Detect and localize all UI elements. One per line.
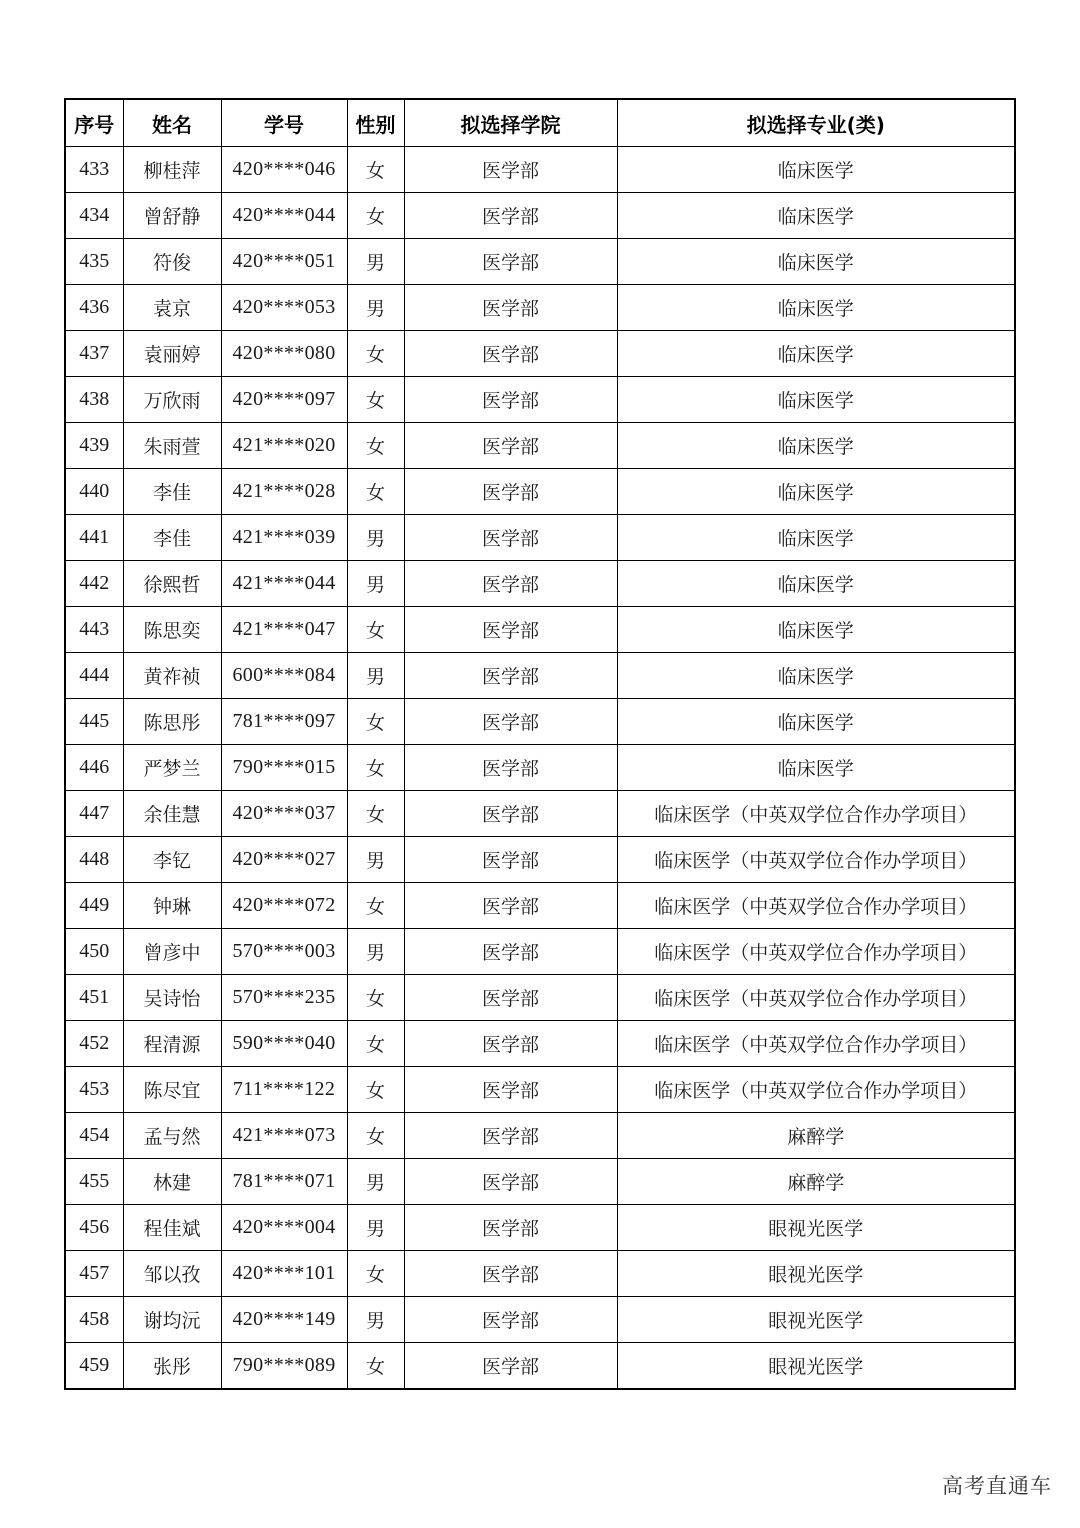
header-index: 序号 — [65, 99, 123, 147]
cell-name: 钟琳 — [123, 883, 221, 929]
cell-index: 454 — [65, 1113, 123, 1159]
cell-index: 458 — [65, 1297, 123, 1343]
table-row — [65, 883, 1015, 929]
cell-name: 余佳慧 — [123, 791, 221, 837]
cell-gender: 男 — [347, 837, 404, 883]
table-row — [65, 331, 1015, 377]
roster-table — [64, 98, 1016, 1390]
table-row — [65, 607, 1015, 653]
cell-index: 435 — [65, 239, 123, 285]
cell-student-id: 421****073 — [221, 1113, 347, 1159]
cell-student-id: 590****040 — [221, 1021, 347, 1067]
cell-gender: 男 — [347, 653, 404, 699]
table-row — [65, 699, 1015, 745]
cell-name: 李钇 — [123, 837, 221, 883]
cell-college: 医学部 — [404, 1205, 617, 1251]
cell-major: 临床医学（中英双学位合作办学项目） — [617, 791, 1015, 837]
cell-gender: 女 — [347, 699, 404, 745]
cell-name: 朱雨萱 — [123, 423, 221, 469]
cell-major: 临床医学 — [617, 699, 1015, 745]
table-row — [65, 1343, 1015, 1390]
cell-index: 456 — [65, 1205, 123, 1251]
cell-major: 临床医学 — [617, 745, 1015, 791]
cell-major: 麻醉学 — [617, 1113, 1015, 1159]
cell-index: 442 — [65, 561, 123, 607]
cell-gender: 女 — [347, 331, 404, 377]
cell-college: 医学部 — [404, 193, 617, 239]
cell-name: 曾舒静 — [123, 193, 221, 239]
cell-gender: 男 — [347, 1205, 404, 1251]
cell-student-id: 781****097 — [221, 699, 347, 745]
cell-gender: 男 — [347, 561, 404, 607]
cell-index: 459 — [65, 1343, 123, 1390]
cell-college: 医学部 — [404, 1159, 617, 1205]
cell-name: 陈思奕 — [123, 607, 221, 653]
cell-college: 医学部 — [404, 239, 617, 285]
cell-college: 医学部 — [404, 699, 617, 745]
table-row — [65, 1251, 1015, 1297]
cell-name: 邹以孜 — [123, 1251, 221, 1297]
cell-name: 袁京 — [123, 285, 221, 331]
cell-gender: 女 — [347, 1251, 404, 1297]
cell-gender: 男 — [347, 285, 404, 331]
cell-student-id: 420****044 — [221, 193, 347, 239]
cell-college: 医学部 — [404, 1021, 617, 1067]
cell-gender: 女 — [347, 377, 404, 423]
cell-index: 436 — [65, 285, 123, 331]
cell-student-id: 421****028 — [221, 469, 347, 515]
cell-gender: 女 — [347, 423, 404, 469]
cell-gender: 男 — [347, 515, 404, 561]
cell-gender: 女 — [347, 883, 404, 929]
cell-major: 临床医学 — [617, 331, 1015, 377]
table-row — [65, 1021, 1015, 1067]
cell-name: 徐熙哲 — [123, 561, 221, 607]
table-row — [65, 1113, 1015, 1159]
cell-major: 临床医学 — [617, 193, 1015, 239]
cell-student-id: 420****053 — [221, 285, 347, 331]
table-row — [65, 285, 1015, 331]
table-row — [65, 1159, 1015, 1205]
cell-major: 临床医学 — [617, 423, 1015, 469]
cell-index: 445 — [65, 699, 123, 745]
cell-gender: 女 — [347, 469, 404, 515]
cell-gender: 女 — [347, 147, 404, 193]
cell-student-id: 420****149 — [221, 1297, 347, 1343]
cell-gender: 女 — [347, 1113, 404, 1159]
cell-gender: 男 — [347, 239, 404, 285]
table-row — [65, 1067, 1015, 1113]
cell-index: 447 — [65, 791, 123, 837]
table-row — [65, 1205, 1015, 1251]
table-row — [65, 469, 1015, 515]
cell-college: 医学部 — [404, 423, 617, 469]
table-row — [65, 929, 1015, 975]
table-row — [65, 837, 1015, 883]
cell-index: 440 — [65, 469, 123, 515]
header-major: 拟选择专业(类) — [617, 99, 1015, 147]
cell-college: 医学部 — [404, 1297, 617, 1343]
cell-major: 临床医学 — [617, 377, 1015, 423]
cell-gender: 女 — [347, 745, 404, 791]
table-row — [65, 561, 1015, 607]
cell-college: 医学部 — [404, 837, 617, 883]
cell-major: 临床医学（中英双学位合作办学项目） — [617, 837, 1015, 883]
table-row — [65, 377, 1015, 423]
cell-college: 医学部 — [404, 791, 617, 837]
table-row — [65, 239, 1015, 285]
cell-name: 张彤 — [123, 1343, 221, 1390]
cell-major: 临床医学 — [617, 239, 1015, 285]
cell-college: 医学部 — [404, 331, 617, 377]
cell-college: 医学部 — [404, 1343, 617, 1390]
cell-major: 临床医学 — [617, 515, 1015, 561]
cell-index: 457 — [65, 1251, 123, 1297]
cell-gender: 女 — [347, 1343, 404, 1390]
cell-college: 医学部 — [404, 653, 617, 699]
header-college: 拟选择学院 — [404, 99, 617, 147]
cell-name: 陈尽宜 — [123, 1067, 221, 1113]
cell-name: 万欣雨 — [123, 377, 221, 423]
cell-major: 临床医学 — [617, 607, 1015, 653]
table-header-row — [65, 99, 1015, 147]
cell-index: 446 — [65, 745, 123, 791]
cell-name: 曾彦中 — [123, 929, 221, 975]
cell-student-id: 421****020 — [221, 423, 347, 469]
cell-student-id: 420****046 — [221, 147, 347, 193]
cell-name: 黄祚祯 — [123, 653, 221, 699]
cell-student-id: 781****071 — [221, 1159, 347, 1205]
cell-college: 医学部 — [404, 607, 617, 653]
cell-index: 437 — [65, 331, 123, 377]
table-body — [65, 147, 1015, 1390]
cell-name: 陈思彤 — [123, 699, 221, 745]
cell-name: 林建 — [123, 1159, 221, 1205]
cell-major: 临床医学（中英双学位合作办学项目） — [617, 1067, 1015, 1113]
cell-student-id: 420****004 — [221, 1205, 347, 1251]
cell-major: 眼视光医学 — [617, 1297, 1015, 1343]
table-row — [65, 1297, 1015, 1343]
cell-major: 临床医学（中英双学位合作办学项目） — [617, 883, 1015, 929]
cell-gender: 男 — [347, 1297, 404, 1343]
cell-major: 临床医学 — [617, 653, 1015, 699]
cell-college: 医学部 — [404, 1067, 617, 1113]
cell-index: 444 — [65, 653, 123, 699]
header-student-id: 学号 — [221, 99, 347, 147]
cell-student-id: 570****235 — [221, 975, 347, 1021]
cell-college: 医学部 — [404, 929, 617, 975]
cell-major: 临床医学（中英双学位合作办学项目） — [617, 929, 1015, 975]
cell-major: 临床医学（中英双学位合作办学项目） — [617, 975, 1015, 1021]
cell-index: 439 — [65, 423, 123, 469]
table-row — [65, 745, 1015, 791]
cell-major: 临床医学 — [617, 147, 1015, 193]
cell-major: 眼视光医学 — [617, 1205, 1015, 1251]
cell-college: 医学部 — [404, 975, 617, 1021]
cell-name: 程佳斌 — [123, 1205, 221, 1251]
cell-index: 441 — [65, 515, 123, 561]
header-name: 姓名 — [123, 99, 221, 147]
cell-index: 452 — [65, 1021, 123, 1067]
cell-student-id: 421****044 — [221, 561, 347, 607]
cell-major: 临床医学 — [617, 285, 1015, 331]
cell-college: 医学部 — [404, 515, 617, 561]
cell-gender: 女 — [347, 975, 404, 1021]
cell-college: 医学部 — [404, 469, 617, 515]
header-gender: 性别 — [347, 99, 404, 147]
cell-gender: 女 — [347, 791, 404, 837]
cell-name: 符俊 — [123, 239, 221, 285]
cell-index: 438 — [65, 377, 123, 423]
cell-major: 临床医学（中英双学位合作办学项目） — [617, 1021, 1015, 1067]
cell-name: 孟与然 — [123, 1113, 221, 1159]
cell-major: 临床医学 — [617, 561, 1015, 607]
cell-gender: 男 — [347, 1159, 404, 1205]
cell-college: 医学部 — [404, 561, 617, 607]
cell-index: 448 — [65, 837, 123, 883]
cell-name: 李佳 — [123, 469, 221, 515]
cell-student-id: 420****072 — [221, 883, 347, 929]
cell-index: 455 — [65, 1159, 123, 1205]
cell-student-id: 790****089 — [221, 1343, 347, 1390]
cell-index: 453 — [65, 1067, 123, 1113]
cell-college: 医学部 — [404, 147, 617, 193]
cell-college: 医学部 — [404, 1113, 617, 1159]
cell-name: 吴诗怡 — [123, 975, 221, 1021]
table-row — [65, 423, 1015, 469]
cell-student-id: 421****047 — [221, 607, 347, 653]
cell-student-id: 790****015 — [221, 745, 347, 791]
watermark: 高考直通车 — [942, 1474, 1052, 1498]
cell-index: 451 — [65, 975, 123, 1021]
cell-name: 程清源 — [123, 1021, 221, 1067]
cell-name: 柳桂萍 — [123, 147, 221, 193]
table-row — [65, 975, 1015, 1021]
cell-student-id: 570****003 — [221, 929, 347, 975]
cell-student-id: 420****051 — [221, 239, 347, 285]
cell-major: 眼视光医学 — [617, 1343, 1015, 1390]
cell-index: 433 — [65, 147, 123, 193]
cell-gender: 女 — [347, 1067, 404, 1113]
cell-student-id: 420****097 — [221, 377, 347, 423]
table-row — [65, 147, 1015, 193]
cell-student-id: 420****037 — [221, 791, 347, 837]
cell-gender: 女 — [347, 193, 404, 239]
cell-student-id: 421****039 — [221, 515, 347, 561]
cell-index: 449 — [65, 883, 123, 929]
cell-college: 医学部 — [404, 285, 617, 331]
cell-name: 李佳 — [123, 515, 221, 561]
cell-student-id: 420****101 — [221, 1251, 347, 1297]
cell-student-id: 420****027 — [221, 837, 347, 883]
cell-gender: 男 — [347, 929, 404, 975]
cell-gender: 女 — [347, 1021, 404, 1067]
cell-student-id: 600****084 — [221, 653, 347, 699]
cell-college: 医学部 — [404, 745, 617, 791]
cell-index: 443 — [65, 607, 123, 653]
table-row — [65, 515, 1015, 561]
table-row — [65, 653, 1015, 699]
cell-name: 袁丽婷 — [123, 331, 221, 377]
cell-major: 麻醉学 — [617, 1159, 1015, 1205]
cell-student-id: 420****080 — [221, 331, 347, 377]
cell-index: 450 — [65, 929, 123, 975]
cell-student-id: 711****122 — [221, 1067, 347, 1113]
cell-name: 严梦兰 — [123, 745, 221, 791]
cell-major: 眼视光医学 — [617, 1251, 1015, 1297]
cell-major: 临床医学 — [617, 469, 1015, 515]
cell-index: 434 — [65, 193, 123, 239]
cell-college: 医学部 — [404, 1251, 617, 1297]
table-row — [65, 193, 1015, 239]
cell-name: 谢均沅 — [123, 1297, 221, 1343]
cell-gender: 女 — [347, 607, 404, 653]
table-row — [65, 791, 1015, 837]
cell-college: 医学部 — [404, 377, 617, 423]
cell-college: 医学部 — [404, 883, 617, 929]
